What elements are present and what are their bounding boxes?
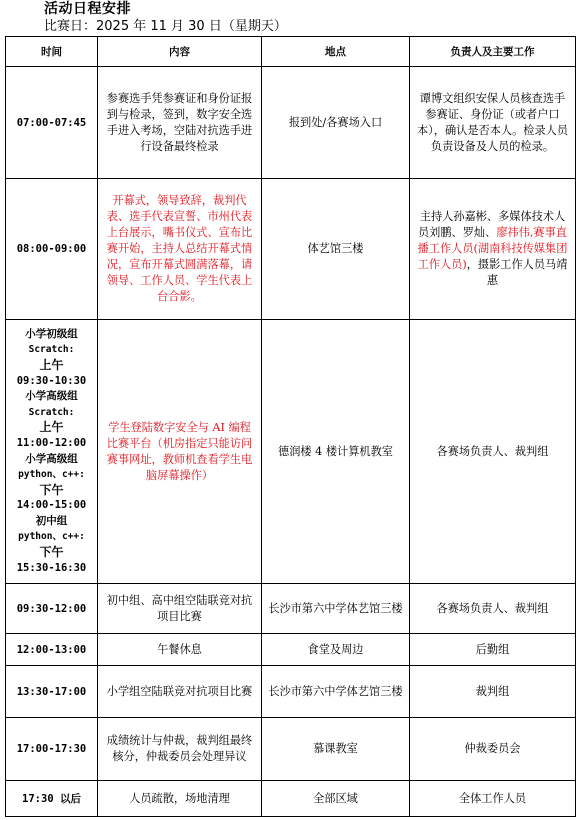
row-location: 长沙市第六中学体艺馆三楼 [262, 584, 410, 634]
row-staff: 谭博文组织安保人员核查选手参赛证、身份证（或者户口本），确认是否本人。检录人员负责设备及人员的检录。 [410, 67, 576, 179]
row-staff: 后勤组 [410, 634, 576, 666]
row-content: 开幕式，领导致辞，裁判代表、选手代表宣誓、市州代表上台展示，嘴书仪式、宣布比赛开始，主持人总结开幕式情况，宣布开幕式圆满落幕，请领导、工作人员、学生代表上台合影。 [98, 179, 262, 320]
row-time-multi [6, 320, 98, 584]
row-time: 08:00-09:00 [6, 179, 98, 320]
row-location: 体艺馆三楼 [262, 179, 410, 320]
row-content: 成绩统计与仲裁，裁判组最终核分，仲裁委员会处理异议 [98, 718, 262, 781]
time-line: 上午 [39, 420, 64, 435]
table-row [6, 781, 576, 817]
time-line: 上午 [39, 357, 64, 372]
row-location: 全部区域 [262, 781, 410, 817]
time-line: 小学高级组 [25, 390, 78, 403]
table-row [6, 634, 576, 666]
time-line: python、c++: [18, 469, 85, 481]
time-line: 下午 [39, 545, 64, 560]
row-time: 13:30-17:00 [6, 666, 98, 718]
row-location: 慕课教室 [262, 718, 410, 781]
row-location: 报到处/各赛场入口 [262, 67, 410, 179]
table-row [6, 666, 576, 718]
row-time: 12:00-13:00 [6, 634, 98, 666]
row-staff: 仲裁委员会 [410, 718, 576, 781]
staff-text-part-highlight: 廖祎伟,赛事直播工作人员(湖南科技传媒集团工作人员) [417, 226, 568, 271]
row-content: 小学组空陆联竞对抗项目比赛 [98, 666, 262, 718]
time-line: 初中组 [35, 514, 68, 527]
row-time: 09:30-12:00 [6, 584, 98, 634]
row-content: 午餐休息 [98, 634, 262, 666]
time-line: 14:00-15:00 [16, 499, 87, 512]
time-line: Scratch: [28, 406, 75, 418]
row-location: 食堂及周边 [262, 634, 410, 666]
staff-text-part: ，摄影工作人员马靖惠 [466, 258, 568, 287]
competition-date: 比赛日：2025 年 11 月 30 日（星期天） [44, 19, 287, 34]
time-line: 11:00-12:00 [16, 436, 87, 449]
header-row [6, 37, 576, 67]
header-staff: 负责人及主要工作 [410, 37, 576, 67]
table-row [6, 320, 576, 584]
row-content: 学生登陆数字安全与 AI 编程比赛平台（机房指定只能访问赛事网址，教师机查看学生电脑屏幕操作） [98, 320, 262, 584]
table-row [6, 718, 576, 781]
row-content: 人员疏散，场地清理 [98, 781, 262, 817]
row-location: 长沙市第六中学体艺馆三楼 [262, 666, 410, 718]
page-title: 活动日程安排 [44, 1, 131, 17]
row-staff: 各赛场负责人、裁判组 [410, 584, 576, 634]
row-time: 17:00-17:30 [6, 718, 98, 781]
table-row [6, 67, 576, 179]
row-content: 初中组、高中组空陆联竞对抗项目比赛 [98, 584, 262, 634]
time-line: 下午 [39, 482, 64, 497]
row-staff [410, 179, 576, 320]
schedule-table [5, 36, 576, 817]
time-line: 小学初级组 [25, 327, 78, 340]
row-time: 17:30 以后 [6, 781, 98, 817]
header-content: 内容 [98, 37, 262, 67]
row-staff: 裁判组 [410, 666, 576, 718]
staff-text-part: 主持人孙嘉彬、多媒体技术人员刘鹏、罗灿、 [417, 210, 566, 239]
row-time: 07:00-07:45 [6, 67, 98, 179]
time-line: Scratch: [28, 344, 75, 356]
row-staff: 全体工作人员 [410, 781, 576, 817]
row-staff: 各赛场负责人、裁判组 [410, 320, 576, 584]
table-row [6, 584, 576, 634]
time-line: 15:30-16:30 [16, 561, 87, 574]
header-time: 时间 [6, 37, 98, 67]
header-location: 地点 [262, 37, 410, 67]
table-row [6, 179, 576, 320]
time-line: 小学高级组 [25, 452, 78, 465]
time-line: 09:30-10:30 [16, 374, 87, 387]
row-location: 德润楼 4 楼计算机教室 [262, 320, 410, 584]
time-line: python、c++: [18, 531, 85, 543]
row-content: 参赛选手凭参赛证和身份证报到与检录，签到，数字安全选手进入考场，空陆对抗选手进行设备最终检录 [98, 67, 262, 179]
